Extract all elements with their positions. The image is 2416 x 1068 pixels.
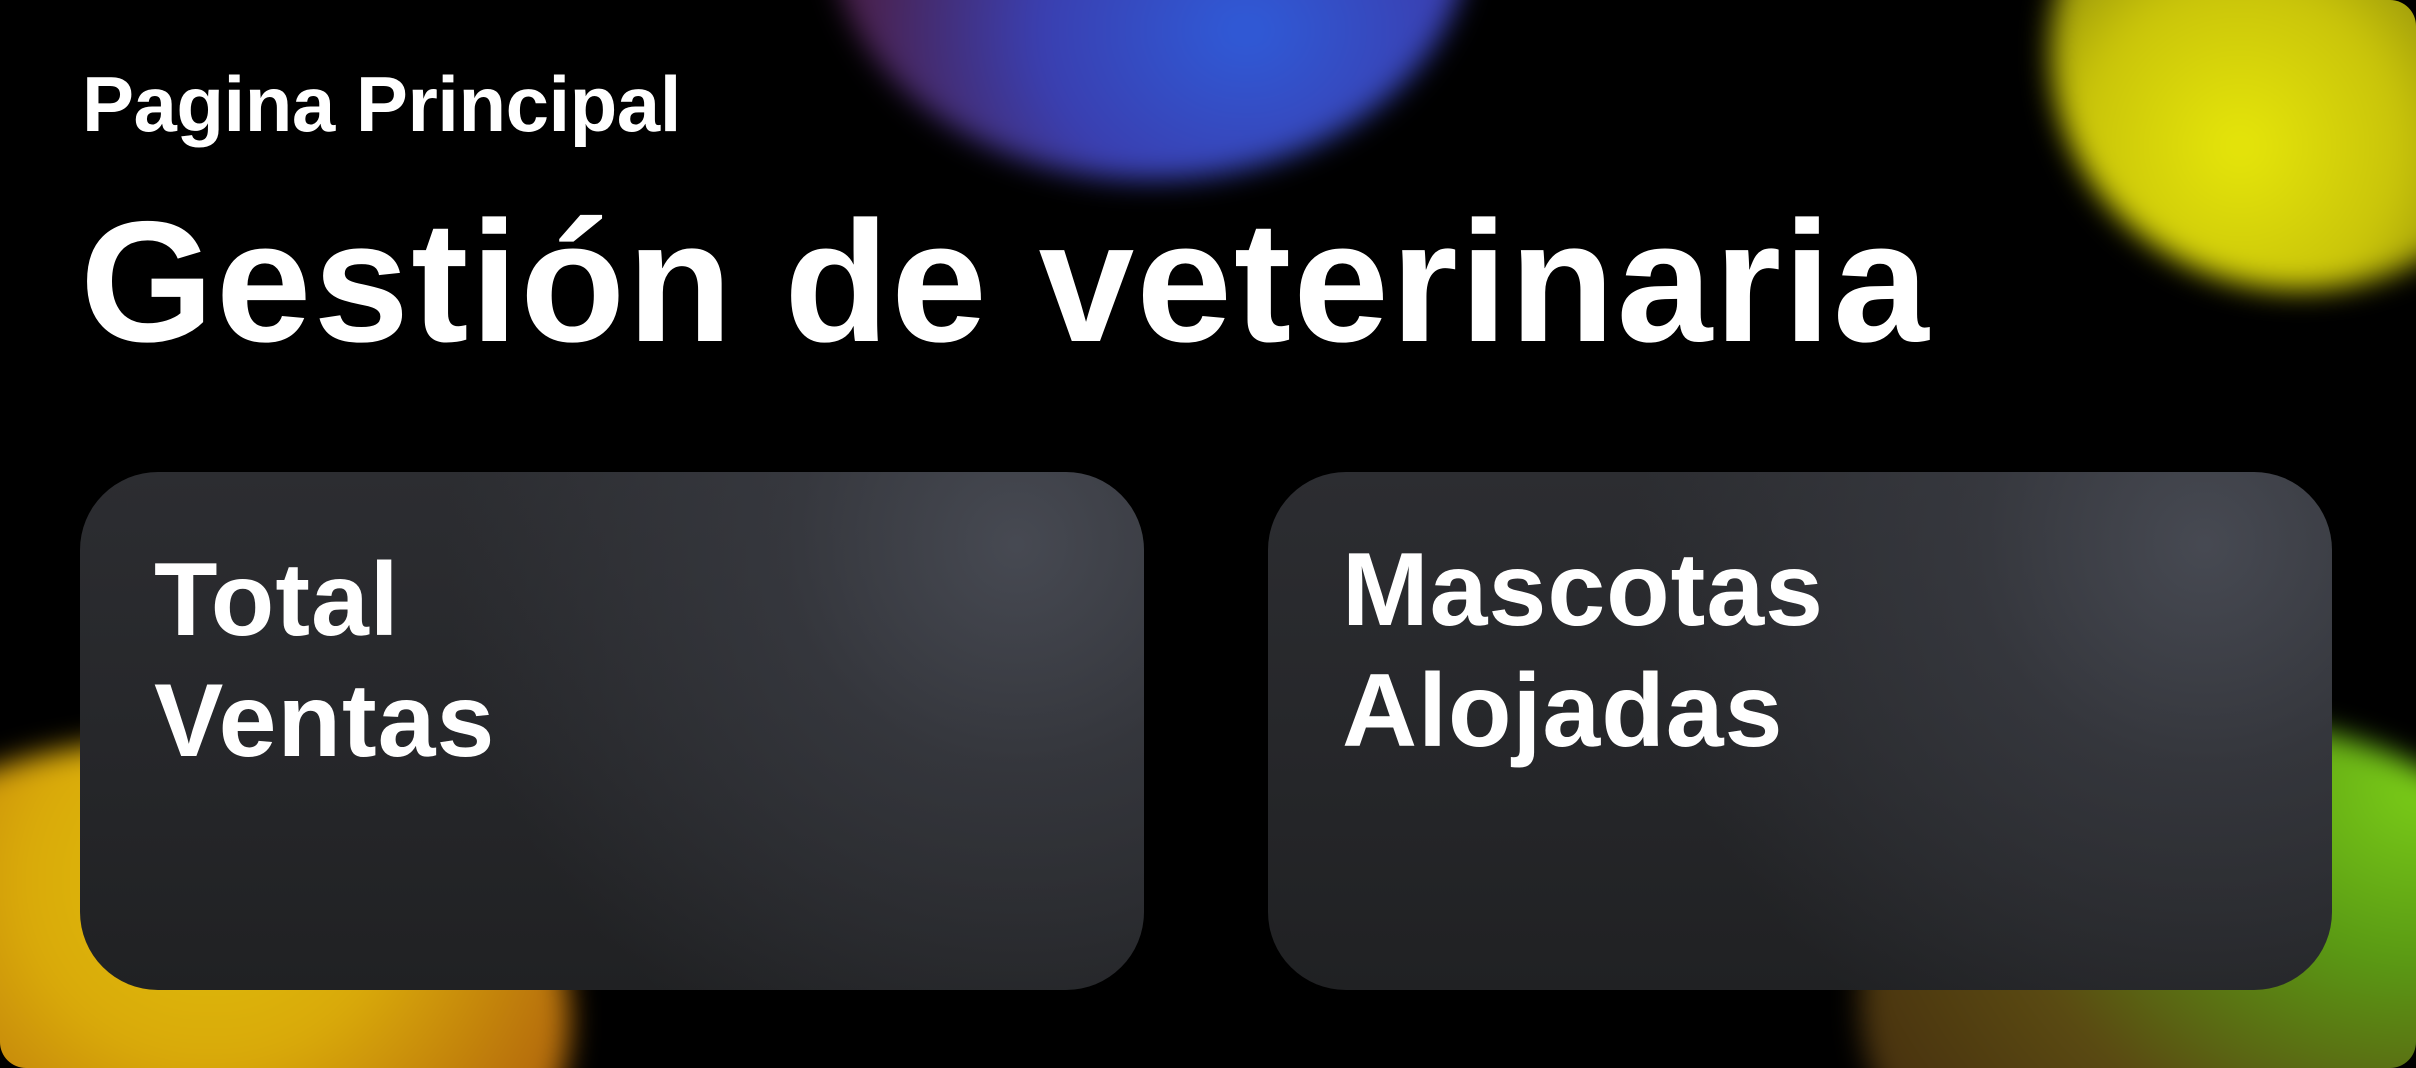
total-sales-card[interactable] bbox=[80, 472, 1144, 990]
decorative-yellow-blob bbox=[2050, 0, 2416, 290]
decorative-blue-blob bbox=[830, 0, 1470, 180]
total-sales-title: Total Ventas bbox=[154, 542, 496, 779]
page-title: Gestión de veterinaria bbox=[80, 186, 1931, 378]
breadcrumb: Pagina Principal bbox=[82, 60, 681, 148]
hosted-pets-title: Mascotas Alojadas bbox=[1342, 532, 1824, 769]
hosted-pets-card[interactable] bbox=[1268, 472, 2332, 990]
